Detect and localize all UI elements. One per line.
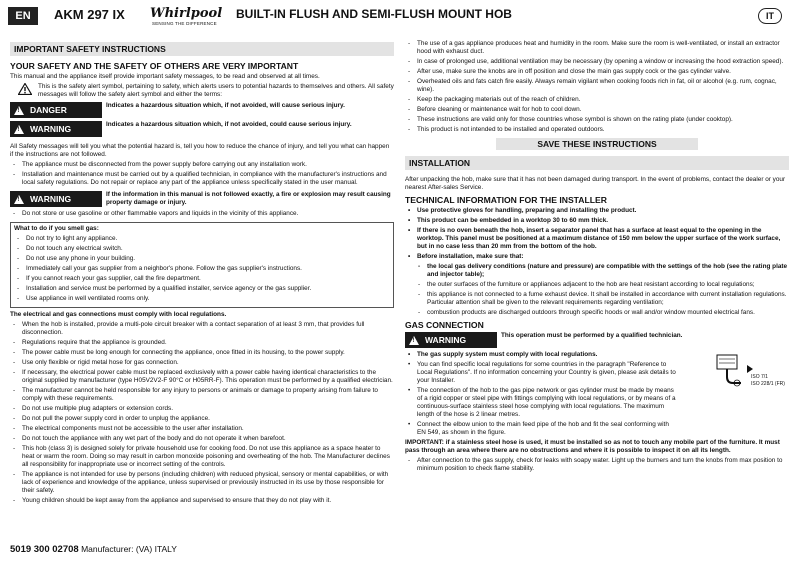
installation-text: After unpacking the hob, make sure that it has not been damaged during transport. In the event of problems, contact the dealer or your nearest After-sales Service. (405, 176, 786, 191)
electrical-title: The electrical and gas connections must comply with local regulations. (10, 311, 227, 318)
brand-tagline: SENSING THE DIFFERENCE (152, 21, 217, 26)
country-badge: IT (758, 8, 782, 24)
list-item: - Installation and maintenance must be carried out by a qualified technician, in compliance with the manufacturer's instructions and local safety regulations. Do not repair or replace any part of the appliance unless specifically stated in the user manual. (10, 171, 394, 187)
danger-badge (10, 102, 102, 118)
tech-info-title: TECHNICAL INFORMATION FOR THE INSTALLER (405, 195, 607, 205)
brand-name: Whirlpool (150, 6, 223, 21)
list-item: - Do not touch the appliance with any wet part of the body and do not operate it when barefoot. (10, 435, 394, 443)
warning-triangle-icon (14, 125, 24, 134)
right-column (405, 40, 789, 475)
list-item: - The manufacturer cannot be held responsible for any injury to persons or animals or damage to property arising from failure to comply with these requirements. (10, 387, 394, 403)
warning2-row (10, 191, 394, 207)
list-item: - After use, make sure the knobs are in off position and close the main gas supply cock or the gas cylinder valve. (405, 68, 789, 76)
warning2-text: If the information in this manual is not followed exactly, a fire or explosion may result causing property damage or injury. (106, 191, 391, 206)
warning-row (10, 121, 394, 137)
list-item: - Overheated oils and fats catch fire easily. Always remain vigilant when cooking foods rich in fat, oil or alcohol (e.g. rum, cognac, wine). (405, 78, 789, 94)
warning-label: WARNING (30, 194, 72, 204)
list-item: - Installation and service must be performed by a qualified installer, service agency or the gas supplier. (14, 285, 390, 293)
list-item: • You can find specific local regulations for some countries in the paragraph "Reference to Local Regulations". If no information concerning your Country is given, please ask details to your Installer. (405, 361, 679, 385)
page-header (0, 0, 802, 32)
gas-warning-row (405, 332, 789, 348)
list-item: - If you cannot reach your gas supplier, call the fire department. (14, 275, 390, 283)
brand-logo (150, 6, 223, 28)
list-item: - Do not use multiple plug adapters or extension cords. (10, 405, 394, 413)
page-footer (10, 544, 177, 555)
danger-label: DANGER (30, 105, 67, 115)
manufacturer-info: Manufacturer: (VA) ITALY (81, 544, 177, 554)
list-item: - The power cable must be long enough for connecting the appliance, once fitted in its housing, to the power supply. (10, 349, 394, 357)
list-item: - Keep the packaging materials out of the reach of children. (405, 96, 789, 104)
list-item: - The appliance is not intended for use by persons (including children) with reduced physical, sensory or mental capabilities, or with lack of experience and knowledge of the appliance, unless supervised or previously instructed in its use by those responsible for their safety. (10, 471, 394, 495)
list-item: - Do not use any phone in your building. (14, 255, 390, 263)
list-item: • The connection of the hob to the gas pipe network or gas cylinder must be made by means of a rigid copper or steel pipe with fittings complying with local regulations, or by means of a continuous-surface stainless steel hose complying with local regulations. The maximum length of the hose is 2 linear metres. (405, 387, 679, 419)
list-item: - Do not touch any electrical switch. (14, 245, 390, 253)
list-item: • This product can be embedded in a worktop 30 to 60 mm thick. (405, 217, 789, 225)
list-item: - After connection to the gas supply, check for leaks with soapy water. Light up the burners and turn the knobs from max position to minimum position to check flame stability. (405, 457, 789, 473)
list-item: - Use only flexible or rigid metal hose for gas connection. (10, 359, 394, 367)
iso-label-2: ISO 228/1 (FR) (751, 381, 785, 387)
list-item: - In case of prolonged use, additional ventilation may be necessary (by opening a window or increasing the hood extraction speed). (405, 58, 789, 66)
model-number: AKM 297 IX (54, 7, 125, 22)
list-item: - This hob (class 3) is designed solely for private household use for cooking food. Do not use this appliance as a space heater to heat or warm the room. Doing so may result in carbon monoxide poisoning and overheating of the hob. The Manufacturer declines all responsibility for inappropriate use or incorrect setting of the controls. (10, 445, 394, 469)
important-note: IMPORTANT: if a stainless steel hose is used, it must be installed so as not to touch any mobile part of the furniture. It must pass through an area where there are no obstructions and where it is possible to inspect it on all its length. (405, 439, 780, 454)
list-item: - Use appliance in well ventilated rooms only. (14, 295, 390, 303)
save-instructions-banner: SAVE THESE INSTRUCTIONS (496, 138, 698, 150)
list-item: - The appliance must be disconnected from the power supply before carrying out any installation work. (10, 161, 394, 169)
list-item: - Young children should be kept away from the appliance and supervised to ensure that they do not play with it. (10, 497, 394, 505)
left-column (10, 42, 394, 507)
language-badge: EN (8, 7, 38, 25)
list-item: - The use of a gas appliance produces heat and humidity in the room. Make sure the room is well-ventilated, or install an extractor hood with exhaust duct. (405, 40, 789, 56)
list-item: - the outer surfaces of the furniture or appliances adjacent to the hob are heat resistant according to local regulations; (415, 281, 789, 289)
warning-label: WARNING (30, 124, 72, 134)
iso-label-1: ISO 7/1 (751, 374, 768, 380)
gas-connection-title: GAS CONNECTION (405, 320, 484, 330)
document-code: 5019 300 02708 (10, 544, 79, 555)
safety-subtitle: YOUR SAFETY AND THE SAFETY OF OTHERS ARE VERY IMPORTANT (10, 61, 299, 71)
list-item: - Regulations require that the appliance is grounded. (10, 339, 394, 347)
warning-triangle-icon (14, 195, 24, 204)
list-item: - The electrical components must not be accessible to the user after installation. (10, 425, 394, 433)
danger-text: Indicates a hazardous situation which, if not avoided, will cause serious injury. (106, 102, 345, 109)
warning-triangle-icon (409, 336, 419, 345)
safety-alert-icon (18, 83, 32, 95)
warning-label: WARNING (425, 335, 467, 345)
list-item: • Before installation, make sure that: (405, 253, 789, 261)
list-item: - These instructions are valid only for those countries whose symbol is shown on the rating plate (under cooktop). (405, 116, 789, 124)
safety-symbol-text: This is the safety alert symbol, pertaining to safety, which alerts users to potential hazards to themselves and others. All safety messages will follow the safety alert symbol and either the terms: (38, 83, 394, 98)
gas-connection-block (405, 351, 789, 437)
messages-intro: All Safety messages will tell you what the potential hazard is, tell you how to reduce the chance of injury, and tell you what can happen if the instructions are not followed. (10, 143, 390, 158)
list-item: • If there is no oven beneath the hob, insert a separator panel that has a surface at least equal to the opening in the worktop. This panel must be positioned at a maximum distance of 150 mm below the upper surface of the work surface, but in no case less than 20 mm from the bottom of the hob. (405, 227, 789, 251)
smell-gas-box (10, 222, 394, 308)
warning-badge (405, 332, 497, 348)
list-item: - When the hob is installed, provide a multi-pole circuit breaker with a contact separation of at least 3 mm, that provides full disconnection. (10, 321, 394, 337)
list-item: - the local gas delivery conditions (nature and pressure) are compatible with the settings of the hob (see the rating plate and injector table); (415, 263, 789, 279)
warning-triangle-icon (14, 106, 24, 115)
warning-text: Indicates a hazardous situation which, if not avoided, could cause serious injury. (106, 121, 352, 128)
list-item: - If necessary, the electrical power cable must be replaced exclusively with a power cable having identical characteristics to the original supplied by manufacturer (type H05V2V2-F 90°C or H05RR-F). This operation must be performed by a qualified electrician. (10, 369, 394, 385)
safety-symbol-row (10, 83, 394, 99)
list-item: • Connect the elbow union to the main feed pipe of the hob and fit the seal conforming with EN 549, as shown in the figure. (405, 421, 679, 437)
safety-section-title: IMPORTANT SAFETY INSTRUCTIONS (10, 42, 394, 56)
smell-gas-title: What to do if you smell gas: (14, 225, 99, 232)
list-item: - Before cleaning or maintenance wait for hob to cool down. (405, 106, 789, 114)
gas-fitting-figure (689, 351, 789, 391)
list-item: - this appliance is not connected to a fume exhaust device. It shall be installed in accordance with current installation regulations. Particular attention shall be given to the relevant requirements regarding ventilation; (415, 291, 789, 307)
warning-badge (10, 121, 102, 137)
list-item: • Use protective gloves for handling, preparing and installing the product. (405, 207, 789, 215)
warning-badge (10, 191, 102, 207)
list-item: - Do not store or use gasoline or other flammable vapors and liquids in the vicinity of this appliance. (10, 210, 394, 218)
document-title: BUILT-IN FLUSH AND SEMI-FLUSH MOUNT HOB (236, 7, 512, 21)
list-item: - Do not pull the power supply cord in order to unplug the appliance. (10, 415, 394, 423)
danger-row (10, 102, 394, 118)
list-item: - This product is not intended to be installed and operated outdoors. (405, 126, 789, 134)
safety-intro: This manual and the appliance itself provide important safety messages, to be read and observed at all times. (10, 73, 320, 80)
list-item: • The gas supply system must comply with local regulations. (405, 351, 679, 359)
list-item: - combustion products are discharged outdoors through specific hoods or wall and/or window mounted electrical fans. (415, 309, 789, 317)
list-item: - Do not try to light any appliance. (14, 235, 390, 243)
installation-title: INSTALLATION (405, 156, 789, 170)
gas-warning-text: This operation must be performed by a qualified technician. (501, 332, 683, 339)
list-item: - Immediately call your gas supplier from a neighbor's phone. Follow the gas supplier's instructions. (14, 265, 390, 273)
